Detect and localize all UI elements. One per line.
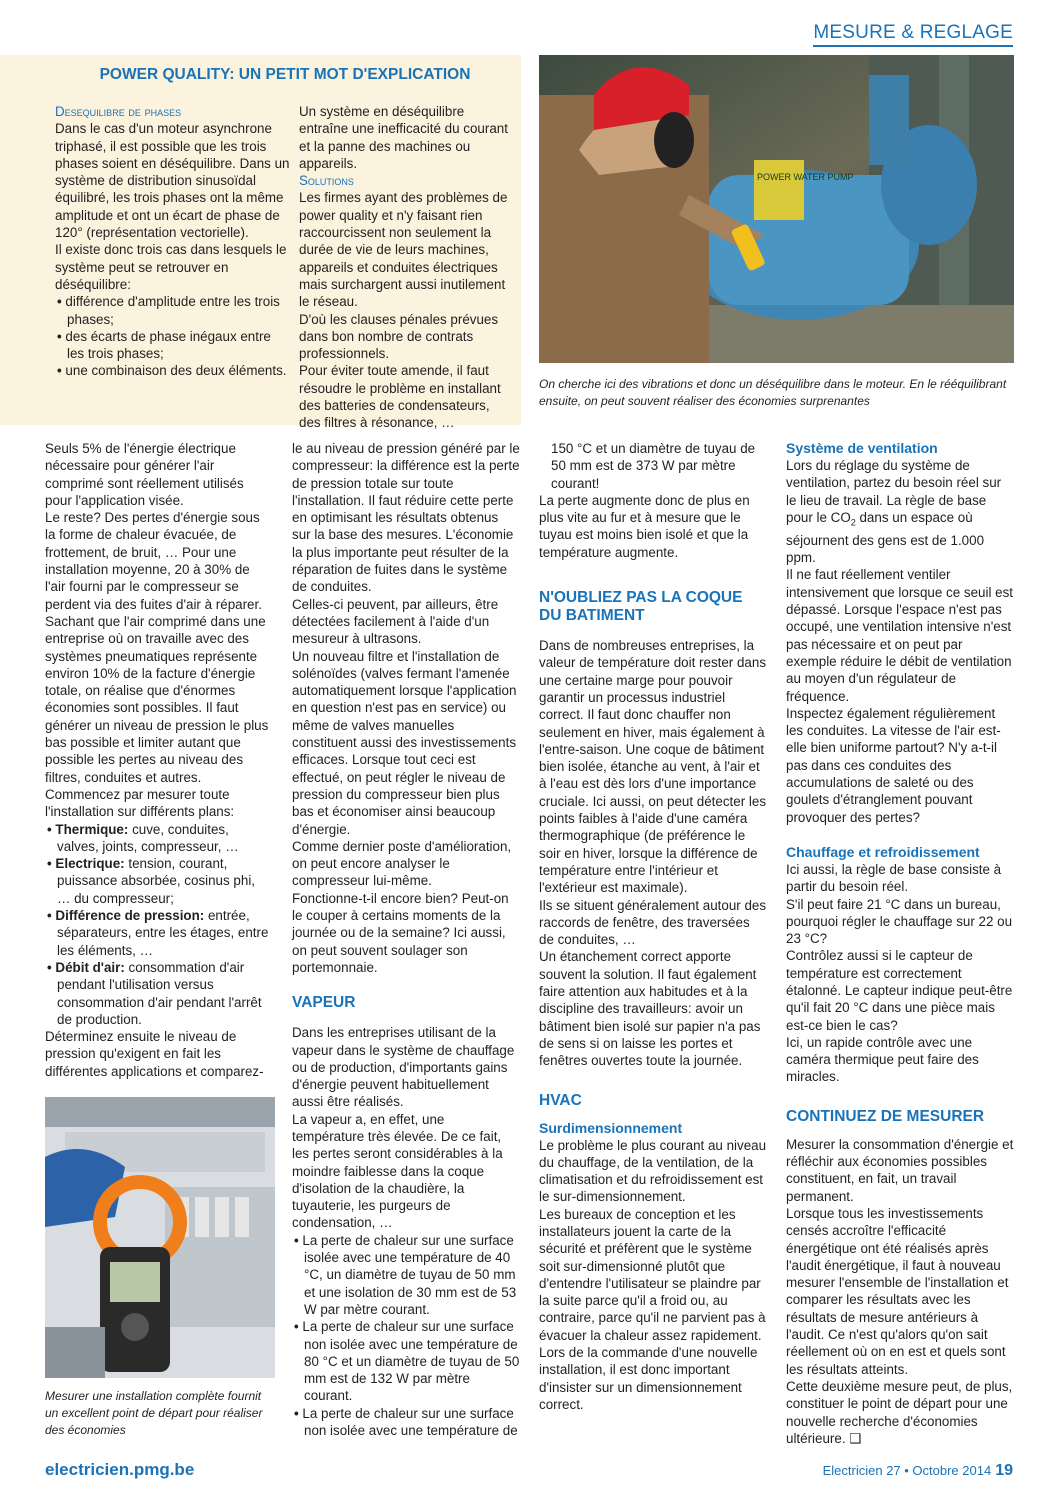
paragraph: Lorsque tous les investissements censés accroître l'efficacité énergétique ont été réalisés après l'audit énergétique, il faut à nouveau mesurer l'ensemble de l'installation et comparer les résultats avec les résultats de mesure antérieurs à l'audit. Ce n'est qu'alors qu'on sait réellement où on en est et quels sont les résultats atteints. (786, 1205, 1009, 1377)
footer-issue: Electricien 27 • Octobre 2014 19 (822, 1462, 1013, 1479)
paragraph: Inspectez également régulièrement les conduites. La vitesse de l'air est-elle bien uniforme partout? N'y a-t-il pas dans ces conduites des accumulations de saleté ou des goulets d'étranglement pouvant provoquer des pertes? (786, 705, 1001, 825)
paragraph: Seuls 5% de l'énergie électrique nécessaire pour générer l'air comprimé sont réellement utilisés pour l'application visée. (45, 441, 244, 508)
paragraph: 150 °C et un diamètre de tuyau de 50 mm est de 373 W par mètre courant! (551, 441, 756, 491)
info-box-bullet: • différence d'amplitude entre les trois phases; (55, 293, 290, 328)
paragraph: Commencez par mesurer toute l'installation sur différents plans: (45, 786, 235, 820)
paragraph: Déterminez ensuite le niveau de pression qu'exigent en fait les différentes applications et comparez- (45, 1029, 264, 1079)
bullet: • La perte de chaleur sur une surface non isolée avec une température de 80 °C et un diamètre de tuyau de 50 mm est de 132 W par mètre courant. (292, 1318, 520, 1404)
paragraph: Le problème le plus courant au niveau du chauffage, de la ventilation, de la climatisation et du refroidissement est le sur-dimensionnement. (539, 1137, 767, 1205)
heading-ventilation: Système de ventilation (786, 440, 938, 456)
paragraph: le au niveau de pression généré par le compresseur: la différence est la perte de pression totale sur toute l'installation. Il faut réduire cette perte en optimisant les résultats obtenus sur la base des mesures. L'économie la plus importante peut résulter de la réparation de fuites dans le système de conduites. (292, 441, 520, 595)
page-number: 19 (995, 1462, 1013, 1479)
info-box-heading-desequilibre: Desequilibre de phases (55, 104, 182, 119)
info-box-paragraph: Dans le cas d'un moteur asynchrone triphasé, il est possible que les trois phases soient en déséquilibre. Dans un système de distribution sinusoïdal équilibré, les trois phases ont la même amplitude et ont un écart de phase de 120° (représentation vectorielle). (55, 121, 290, 241)
paragraph: La vapeur a, en effet, une température très élevée. De ce fait, les pertes seront considérables à la moindre faiblesse dans la coque d'isolation de la chaudière, la tuyauterie, les purgeurs de condensation, … (292, 1111, 503, 1231)
heading-vapeur: VAPEUR (292, 994, 356, 1012)
bullet-thermique: • Thermique: cuve, conduites, valves, joints, compresseur, … (45, 821, 270, 856)
article-column-1 (45, 440, 270, 1080)
pump-photo-caption: On cherche ici des vibrations et donc un déséquilibre dans le moteur. En le rééquilibrant ensuite, on peut souvent réaliser des économies surprenantes (539, 377, 1007, 408)
paragraph: Ici, un rapide contrôle avec une caméra thermique peut faire des miracles. (786, 1034, 979, 1085)
paragraph: Un étanchement correct apporte souvent la solution. Il faut également faire attention aux habitudes et à la discipline des travailleurs: avoir un bâtiment bien isolé sur papier n'a pas de sens si on laisse les portes et fenêtres ouvertes toute la journée. (539, 949, 761, 1069)
paragraph: Cette deuxième mesure peut, de plus, constituer le point de départ pour une nouvelle recherche d'économies ultérieure. ❑ (786, 1378, 1013, 1446)
clamp-meter-caption: Mesurer une installation complète fournit un excellent point de départ pour réaliser des économies (45, 1389, 263, 1437)
paragraph: Mesurer la consommation d'énergie et réfléchir aux économies possibles constituent, en fait, un travail permanent. (786, 1136, 1014, 1204)
info-box-paragraph: Un système en déséquilibre entraîne une inefficacité du courant et la panne des machines ou appareils. (299, 104, 508, 171)
paragraph: Il ne faut réellement ventiler intensivement que lorsque ce seuil est dépassé. Lorsque l'espace n'est pas occupé, une ventilation intensive n'est pas nécessaire et on peut par exemple réduire le débit de ventilation au moyen d'un régulateur de fréquence. (786, 567, 1014, 704)
info-box-paragraph: Pour éviter toute amende, il faut résoudre le problème en installant des batteries de condensateurs, des filtres à résonance, … (299, 363, 501, 431)
info-box-paragraph: Les firmes ayant des problèmes de power quality et n'y faisant rien raccourcissent non seulement la durée de vie de leurs machines, appareils et conduites électriques mais surchargent aussi inutilement le réseau. (299, 190, 508, 310)
paragraph: Comme dernier poste d'amélioration, on peut encore analyser le compresseur lui-même. (292, 838, 512, 889)
paragraph: La perte augmente donc de plus en plus vite au fur et à mesure que le tuyau est moins bien isolé et que la température augmente. (539, 492, 750, 560)
paragraph: Fonctionne-t-il encore bien? Peut-on le couper à certains moments de la journée ou de la semaine? Ici aussi, on peut souvent soulager son portemonnaie. (292, 890, 509, 975)
bullet-pression: • Différence de pression: entrée, séparateurs, entre les étages, entre les éléments, … (45, 907, 270, 959)
info-box-column-2 (299, 103, 509, 432)
heading-hvac: HVAC (539, 1091, 582, 1109)
pump-sign-text: POWER WATER PUMP (757, 172, 854, 182)
info-box-bullet: • une combinaison des deux éléments. (55, 362, 290, 379)
article-column-3 (539, 440, 767, 1413)
bullet: • La perte de chaleur sur une surface isolée avec une température de 40 °C, un diamètre de tuyau de 50 mm et une isolation de 30 mm est de 53 W par mètre courant. (292, 1232, 520, 1318)
paragraph: Un nouveau filtre et l'installation de solénoïdes (valves fermant l'amenée automatiquement lorsque l'application en question n'est pas en service) ou même de valves manuelles constituent aussi des investissements efficaces. Lorsque tout ceci est effectué, on peut régler le niveau de pression du compresseur bien plus bas et économiser ainsi beaucoup d'énergie. (292, 648, 517, 837)
heading-coque-batiment: N'OUBLIEZ PAS LA COQUE DU BATIMENT (539, 589, 743, 625)
paragraph: Ici aussi, la règle de base consiste à partir du besoin réel. (786, 861, 1002, 895)
article-column-2 (292, 440, 520, 1439)
info-box-title: POWER QUALITY: UN PETIT MOT D'EXPLICATION (99, 66, 471, 83)
paragraph: Les bureaux de conception et les installateurs jouent la carte de la sécurité et préfèrent que le système soit sur-dimensionné plutôt que d'entendre l'utilisateur se plaindre par la suite parce qu'il a froid ou, au contraire, parce qu'il ne parvient pas à évacuer la chaleur assez rapidement. Lors de la commande d'une nouvelle installation, il est donc important d'insister sur un dimensionnement correct. (539, 1206, 766, 1412)
info-box-paragraph: Il existe donc trois cas dans lesquels le système peut se retrouver en déséquilibre: (55, 242, 287, 292)
paragraph: Dans de nombreuses entreprises, la valeur de température doit rester dans une certaine marge pour pouvoir garantir un processus industriel correct. Il faut donc chauffer non seulement en hiver, mais également à l'entre-saison. Une coque de bâtiment bien isolée, étanche au vent, à l'air et à l'eau est dès lors d'une importance cruciale. Ici aussi, on peut détecter les points faibles à l'aide d'une caméra thermographique (de préférence le soir en hiver, lorsque la différence de température entre l'intérieur et l'extérieur est maximale). (539, 638, 767, 896)
info-box-column-1 (55, 103, 290, 380)
paragraph: Ils se situent généralement autour des raccords de fenêtre, des traversées de conduites, … (539, 897, 767, 948)
bullet: • La perte de chaleur sur une surface non isolée avec une température de (292, 1405, 520, 1440)
end-mark-icon: ❑ (849, 1430, 862, 1446)
pump-photo (539, 55, 1014, 363)
section-title: MESURE & REGLAGE (813, 22, 1013, 47)
info-box-paragraph: D'où les clauses pénales prévues dans bon nombre de contrats professionnels. (299, 311, 499, 362)
info-box-bullet: • des écarts de phase inégaux entre les trois phases; (55, 328, 290, 363)
paragraph: Dans les entreprises utilisant de la vapeur dans le système de chauffage ou de production, d'importants gains d'énergie peuvent habituellement aussi être réalisés. (292, 1025, 515, 1110)
bullet-debit: • Débit d'air: consommation d'air pendant l'utilisation versus consommation d'air pendant l'arrêt de production. (45, 959, 270, 1028)
paragraph: Lors du réglage du système de ventilation, partez du besoin réel sur le lieu de travail. La règle de base pour le $CO_2$ dans un espace où séjournent des gens est de 1.000 ppm. (786, 458, 1002, 566)
bullet-electrique: • Electrique: tension, courant, puissance absorbée, cosinus phi, … du compresseur; (45, 855, 270, 907)
footer-website: electricien.pmg.be (45, 1460, 195, 1479)
paragraph: Celles-ci peuvent, par ailleurs, être détectées facilement à l'aide d'un mesureur à ultrasons. (292, 596, 499, 647)
heading-chauffage: Chauffage et refroidissement (786, 843, 980, 860)
heading-surdimensionnement: Surdimensionnement (539, 1119, 683, 1136)
info-box-heading-solutions: Solutions (299, 173, 354, 189)
article-column-4 (786, 440, 1014, 1447)
heading-continuez: CONTINUEZ DE MESURER (786, 1107, 985, 1125)
paragraph: S'il peut faire 21 °C dans un bureau, pourquoi régler le chauffage sur 22 ou 23 °C? (786, 896, 1013, 947)
clamp-meter-photo (45, 1097, 275, 1378)
paragraph: Contrôlez aussi si le capteur de température est correctement étalonné. Le capteur indique peut-être qu'il fait 20 °C dans une pièce mais est-ce bien le cas? (786, 948, 1013, 1033)
paragraph: Le reste? Des pertes d'énergie sous la forme de chaleur évacuée, de frottement, de bruit, … Pour une installation moyenne, 20 à 30% de l'air fourni par le compresseur se perdent via des fuites d'air à réparer. Sachant que l'air comprimé dans une entreprise où on travaille avec des systèmes pneumatiques représente environ 10% de la facture d'énergie totale, on réalise que d'énormes économies sont possibles. Il faut générer un niveau de pression le plus bas possible et limiter autant que possible les pertes au niveau des filtres, conduites et autres. (45, 510, 269, 785)
